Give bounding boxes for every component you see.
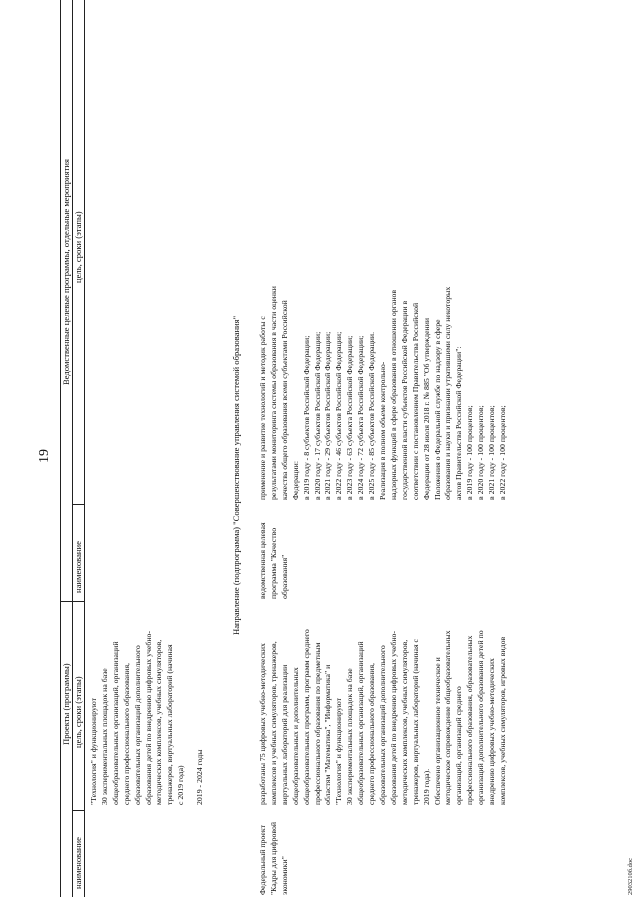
text-line: организаций дополнительного образования детей по	[476, 630, 486, 805]
text-line: организаций, организаций среднего	[454, 686, 464, 805]
project-name-line: "Кадры для цифровой	[268, 821, 278, 895]
text-line: Федерации:	[290, 461, 300, 500]
text-line: в 2021 году - 100 процентов;	[487, 405, 497, 500]
header-bottom-border	[84, 0, 85, 897]
text-line: среднего профессионального образования,	[367, 663, 377, 805]
text-line: Обеспечено организационное техническое и	[432, 657, 442, 805]
header-col-name-2: наименование	[73, 541, 83, 593]
text-line: общеобразовательных программ, программ среднего	[301, 629, 311, 805]
years-range: 2019 - 2024 годы	[195, 749, 204, 805]
text-line: образовательных организаций дополнительного	[132, 645, 142, 805]
header-projects: Проекты (программы)	[61, 663, 71, 745]
program-name-line: образования"	[279, 554, 289, 599]
text-line: 30 экспериментальных площадок на базе	[345, 668, 355, 805]
project-goal-text	[258, 629, 509, 805]
text-line: среднего профессионального образования,	[121, 663, 131, 805]
text-line: качества общего образования всеми субъектами Российской	[279, 300, 289, 500]
text-line: методических комплексов, учебных симуляторов,	[399, 639, 409, 805]
project-name-line: Федеральный проект	[258, 825, 267, 895]
col-divider-1	[72, 810, 85, 811]
text-line: комплексов и учебных симуляторов, тренажеров,	[268, 641, 278, 805]
text-line: профессионального образования по предметным	[312, 642, 322, 805]
text-line: "Технология" и функционируют	[334, 697, 344, 805]
header-col-name: наименование	[73, 837, 83, 889]
text-line: в 2023 году - 63 субъекта Российской Федерации;	[345, 335, 355, 500]
program-name-line: программа "Качество	[268, 527, 278, 599]
header-departmental: Ведомственные целевые программы, отдельные мероприятия	[61, 159, 71, 385]
text-line: в 2022 году - 100 процентов;	[497, 405, 507, 500]
program-goal-text	[258, 286, 509, 500]
text-line: в 2020 году - 17 субъектов Российской Федерации;	[312, 331, 322, 500]
text-line: образования и науки и признании утратившими силу некоторых	[443, 286, 453, 500]
table-top-border	[60, 0, 61, 897]
text-line: надзорных функций в сфере образования в отношении органов	[388, 289, 398, 500]
text-line: Положения о Федеральной службе по надзору в сфере	[432, 319, 442, 500]
text-line: общеобразовательных организаций, организаций	[110, 641, 120, 805]
text-line: тренажеров, виртуальных лабораторий (начиная с	[410, 638, 420, 805]
text-line: "Технология" и функционируют	[89, 697, 98, 805]
col-divider-2	[60, 601, 85, 602]
text-line: в 2022 году - 46 субъектов Российской Федерации;	[334, 331, 344, 500]
text-line: методических комплексов, учебных симуляторов,	[154, 639, 164, 805]
text-line: образовательных организаций дополнительного	[377, 645, 387, 805]
text-line: Реализация в полном объеме контрольно-	[377, 361, 387, 500]
text-line: в 2019 году - 100 процентов;	[465, 405, 475, 500]
text-line: в 2020 году - 100 процентов;	[476, 405, 486, 500]
text-line: образования детей по внедрению цифровых учебно-	[143, 630, 153, 805]
text-line: в 2019 году - 8 субъектов Российской Федерации;	[301, 335, 311, 500]
text-line: образования детей по внедрению цифровых учебно-	[388, 630, 398, 805]
text-line: с 2019 года)	[176, 765, 186, 805]
text-line: общеобразовательных и дополнительных	[290, 667, 300, 805]
program-name	[258, 522, 291, 599]
program-name-line: ведомственная целевая	[258, 522, 267, 599]
section-heading: Направление (подпрограмма) "Совершенствование управления системой образования"	[231, 315, 241, 635]
project-name-line: экономики"	[279, 856, 289, 895]
continued-goal-text	[89, 631, 187, 805]
col-divider-3	[72, 504, 85, 505]
text-line: 2019 года).	[421, 768, 431, 805]
text-line: внедрению цифровых учебно-методических	[487, 658, 497, 805]
text-line: тренажеров, виртуальных лабораторий (начиная	[165, 644, 175, 805]
header-col-goal-2: цель, сроки (этапы)	[73, 211, 83, 283]
text-line: комплексов, учебных симуляторов, игровых видов	[497, 636, 507, 805]
text-line: 30 экспериментальных площадок на базе	[99, 668, 109, 805]
text-line: результатами мониторинга системы образования в части оценки	[268, 286, 278, 500]
text-line: Федерации от 28 июля 2018 г. № 885 "Об утверждении	[421, 317, 431, 500]
text-line: общеобразовательных организаций, организаций	[356, 641, 366, 805]
project-name	[258, 822, 291, 895]
text-line: разработаны 75 цифровых учебно-методических	[258, 643, 267, 805]
footer-file-code: 2903210б.doc	[627, 857, 634, 895]
text-line: в 2021 году - 29 субъектов Российской Федерации;	[323, 331, 333, 500]
header-group-divider	[72, 0, 73, 897]
text-line: актов Правительства Российской Федерации":	[454, 346, 464, 500]
page-number: 19	[37, 449, 52, 463]
text-line: соответствии с постановлением Правительства Российской	[410, 302, 420, 500]
text-line: государственной власти субъектов Российской Федерации в	[399, 300, 409, 500]
text-line: применение и развитие технологий и методик работы с	[258, 316, 267, 500]
text-line: виртуальных лабораторий для реализации	[279, 664, 289, 805]
header-col-goal: цель, сроки (этапы)	[73, 676, 83, 748]
text-line: методическое сопровождение общеобразовательных	[443, 630, 453, 805]
text-line: в 2025 году - 85 субъектов Российской Федерации.	[367, 331, 377, 500]
text-line: профессионального образования, образовательных	[465, 635, 475, 805]
text-line: областям "Математика", "Информатика" и	[323, 664, 333, 805]
text-line: в 2024 году - 72 субъекта Российской Федерации;	[356, 335, 366, 500]
